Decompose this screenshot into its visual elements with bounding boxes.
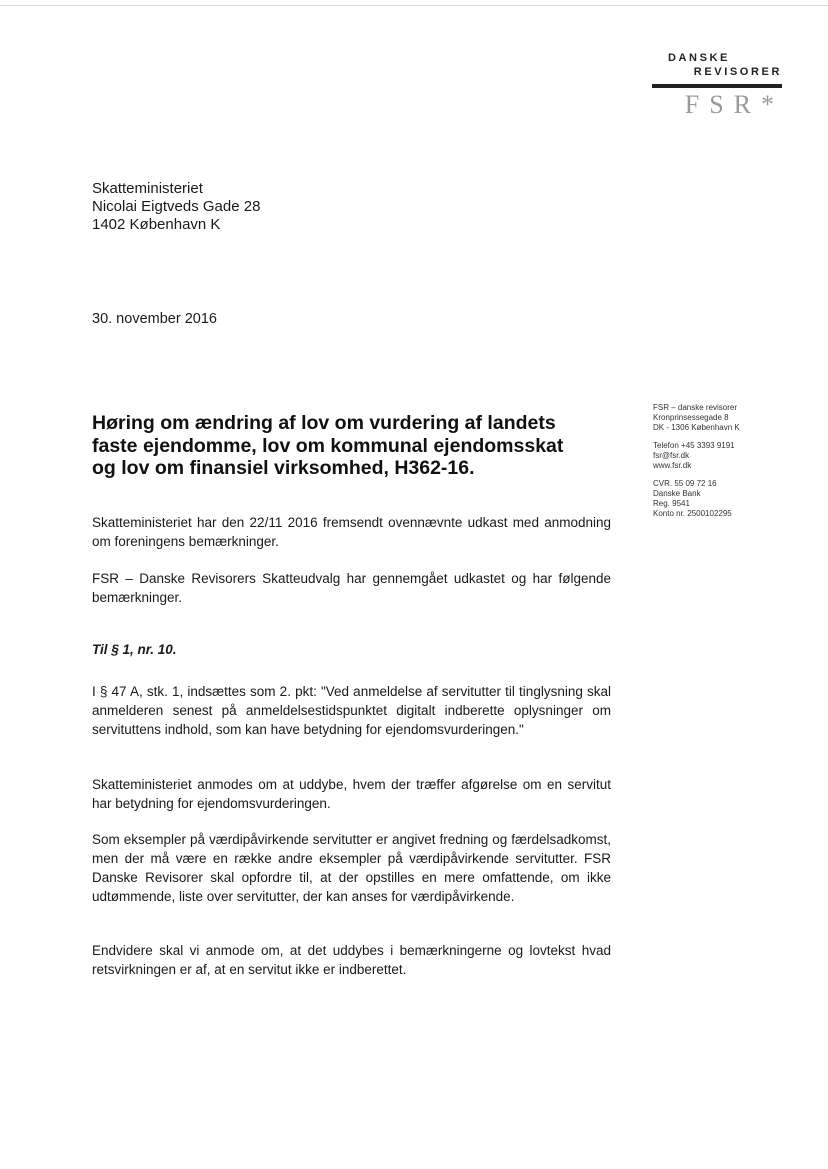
sidebar-website: www.fsr.dk (653, 461, 692, 470)
sidebar-line: FSR – danske revisorer (653, 403, 738, 412)
sender-bank-block (653, 479, 818, 519)
recipient-line: Nicolai Eigtveds Gade 28 (92, 198, 261, 215)
sidebar-line: Reg. 9541 (653, 499, 690, 508)
sidebar-line: Danske Bank (653, 489, 701, 498)
paragraph-1: Skatteministeriet anmodes om at uddybe, hvem der træffer afgørelse om en servitut har betydning for ejendomsvurderingen. (92, 777, 611, 811)
intro-paragraph: Skatteministeriet har den 22/11 2016 fremsendt ovennævnte udkast med anmodning om foreningens bemærkninger. (92, 515, 611, 549)
sender-contact-block (653, 441, 818, 471)
recipient-line: Skatteministeriet (92, 180, 203, 197)
fsr-logo (652, 52, 784, 120)
section-heading: Til § 1, nr. 10. (92, 642, 177, 657)
logo-mark: FSR* (684, 90, 784, 119)
sidebar-email: fsr@fsr.dk (653, 451, 690, 460)
sidebar-line: Konto nr. 2500102295 (653, 509, 732, 518)
sidebar-line: CVR. 55 09 72 16 (653, 479, 717, 488)
sender-address-block (653, 403, 818, 433)
page-top-rule (0, 5, 828, 6)
logo-line-revisorer: REVISORER (693, 66, 782, 78)
paragraph-3: Endvidere skal vi anmode om, at det uddybes i bemærkningerne og lovtekst hvad retsvirkningen er af, at en servitut ikke er indberettet. (92, 943, 611, 977)
committee-paragraph: FSR – Danske Revisorers Skatteudvalg har gennemgået udkastet og har følgende bemærkninger. (92, 571, 611, 605)
paragraph-2: Som eksempler på værdipåvirkende servitutter er angivet fredning og færdelsadkomst, men der må være en række andre eksempler på værdipåvirkende servitutter. FSR Danske Revisorer skal opfordre til, at der opstilles en mere omfattende, om ikke udtømmende, liste over servitutter, der kan anses for værdipåvirkende. (92, 832, 611, 904)
recipient-address (92, 180, 260, 234)
quoted-provision: I § 47 A, stk. 1, indsættes som 2. pkt: "Ved anmeldelse af servitutter til tinglysning skal anmelderen senest på anmeldelsestidspunktet digitalt indberette oplysninger om servituttens indhold, som kan have betydning for ejendomsvurderingen." (92, 684, 611, 737)
title-line: Høring om ændring af lov om vurdering af landets (92, 412, 556, 434)
letter-date: 30. november 2016 (92, 311, 217, 327)
sidebar-phone: Telefon +45 3393 9191 (653, 441, 735, 450)
title-line: og lov om finansiel virksomhed, H362-16. (92, 457, 475, 479)
recipient-line: 1402 København K (92, 216, 221, 233)
sidebar-line: DK - 1306 København K (653, 423, 740, 432)
letter-title (92, 412, 622, 480)
title-line: faste ejendomme, lov om kommunal ejendomsskat (92, 434, 564, 457)
sidebar-line: Kronprinsessegade 8 (653, 413, 729, 422)
sender-sidebar (653, 403, 818, 527)
logo-line-danske: DANSKE (667, 52, 730, 64)
logo-bar (652, 84, 782, 88)
